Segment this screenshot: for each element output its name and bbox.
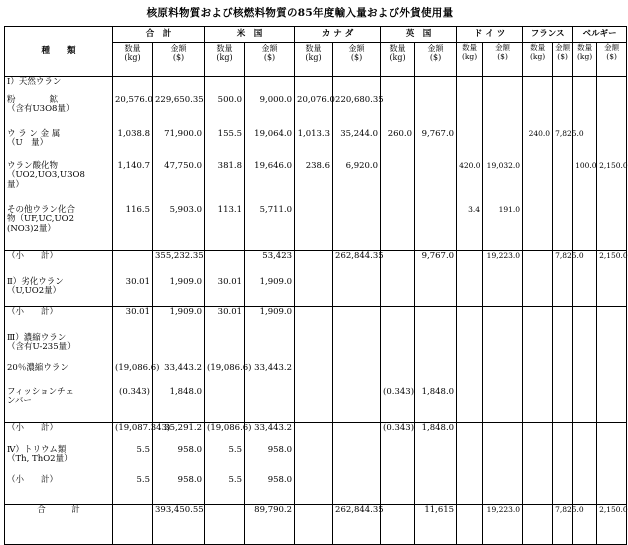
amount-cell: 958.0 xyxy=(153,475,205,505)
amount-cell: 1,909.0 xyxy=(153,307,205,333)
qty-label: 数量 xyxy=(530,43,546,52)
amount-cell: 958.0 xyxy=(245,475,295,505)
quantity-cell xyxy=(573,475,597,505)
qty-label: 数量 xyxy=(462,43,478,52)
amt-unit: ($) xyxy=(429,53,442,63)
amount-header xyxy=(553,43,573,77)
quantity-cell: 238.6 xyxy=(295,161,333,205)
quantity-cell xyxy=(523,505,553,545)
quantity-cell xyxy=(573,333,597,363)
qty-label: 数量 xyxy=(124,44,141,53)
quantity-header xyxy=(205,43,245,77)
table-row xyxy=(5,161,627,205)
amt-unit: ($) xyxy=(557,51,568,61)
amount-cell: 89,790.2 xyxy=(245,505,295,545)
amount-cell xyxy=(553,205,573,251)
quantity-cell xyxy=(381,307,415,333)
amount-cell xyxy=(597,475,627,505)
amount-cell: 355,232.35 xyxy=(153,251,205,277)
quantity-cell: (19,086.6) xyxy=(205,423,245,445)
amount-cell xyxy=(597,277,627,307)
quantity-cell xyxy=(457,505,483,545)
amount-cell xyxy=(415,363,457,387)
amount-cell xyxy=(553,161,573,205)
amount-cell xyxy=(597,363,627,387)
table-row xyxy=(5,475,627,505)
quantity-cell: 116.5 xyxy=(113,205,153,251)
amt-unit: ($) xyxy=(263,53,276,63)
row-label: 粉 鉱 （含有U3O8量） xyxy=(7,94,75,115)
quantity-cell xyxy=(523,423,553,445)
amt-label: 金額 xyxy=(348,44,365,53)
amount-cell xyxy=(483,77,523,95)
amount-cell: 1,848.0 xyxy=(153,387,205,423)
amount-cell xyxy=(553,77,573,95)
quantity-cell xyxy=(523,307,553,333)
amount-cell: 35,291.2 xyxy=(153,423,205,445)
country-header: 米 国 xyxy=(205,27,295,43)
quantity-header xyxy=(457,43,483,77)
row-label: Ⅱ）劣化ウラン （U,UO2量） xyxy=(7,276,64,297)
quantity-cell: 30.01 xyxy=(113,307,153,333)
quantity-cell xyxy=(381,363,415,387)
qty-unit: (kg) xyxy=(576,51,593,61)
quantity-cell xyxy=(457,307,483,333)
quantity-cell xyxy=(573,387,597,423)
quantity-cell xyxy=(381,475,415,505)
table-row xyxy=(5,387,627,423)
amount-cell xyxy=(415,307,457,333)
quantity-cell xyxy=(523,445,553,475)
quantity-cell: 1,013.3 xyxy=(295,129,333,161)
amount-cell: 19,064.0 xyxy=(245,129,295,161)
amount-cell xyxy=(333,307,381,333)
quantity-cell xyxy=(573,363,597,387)
amount-cell xyxy=(333,333,381,363)
amount-cell xyxy=(553,277,573,307)
quantity-cell xyxy=(295,333,333,363)
country-header: フランス xyxy=(523,27,573,43)
quantity-cell xyxy=(295,363,333,387)
quantity-cell: 113.1 xyxy=(205,205,245,251)
amount-cell: 19,032.0 xyxy=(483,161,523,205)
quantity-cell xyxy=(381,445,415,475)
row-label: Ⅳ）トリウム類 （Th, ThO2量） xyxy=(7,444,73,465)
quantity-cell: 5.5 xyxy=(113,445,153,475)
amount-cell xyxy=(333,77,381,95)
amount-header xyxy=(415,43,457,77)
amount-header xyxy=(483,43,523,77)
amount-cell xyxy=(333,363,381,387)
country-header: カ ナ ダ xyxy=(295,27,381,43)
amount-cell xyxy=(483,423,523,445)
amount-cell: 191.0 xyxy=(483,205,523,251)
quantity-cell xyxy=(523,251,553,277)
amount-cell xyxy=(597,307,627,333)
quantity-cell: 500.0 xyxy=(205,95,245,129)
amount-cell xyxy=(415,475,457,505)
amount-cell: 47,750.0 xyxy=(153,161,205,205)
country-header: 合 計 xyxy=(113,27,205,43)
quantity-cell: 5.5 xyxy=(205,445,245,475)
amount-cell xyxy=(333,387,381,423)
row-label: 合 計 xyxy=(5,505,113,545)
amount-cell: 33,443.2 xyxy=(153,363,205,387)
row-label: Ⅰ）天然ウラン xyxy=(7,77,62,87)
amount-cell: 53,423 xyxy=(245,251,295,277)
quantity-cell: (19,086.6) xyxy=(205,363,245,387)
quantity-cell: 240.0 xyxy=(523,129,553,161)
row-label: その他ウラン化合 物（UF,UC,UO2 (NO3)2量） xyxy=(7,204,76,235)
quantity-cell xyxy=(457,129,483,161)
table-row xyxy=(5,505,627,545)
amount-cell xyxy=(483,475,523,505)
quantity-cell xyxy=(523,277,553,307)
quantity-cell: 381.8 xyxy=(205,161,245,205)
quantity-cell xyxy=(457,363,483,387)
amount-cell: 958.0 xyxy=(153,445,205,475)
quantity-cell: (0.343) xyxy=(113,387,153,423)
quantity-cell xyxy=(205,333,245,363)
amount-cell xyxy=(553,445,573,475)
amount-cell xyxy=(245,387,295,423)
quantity-cell: 30.01 xyxy=(205,307,245,333)
quantity-cell xyxy=(523,77,553,95)
quantity-cell xyxy=(295,277,333,307)
amount-cell xyxy=(415,445,457,475)
quantity-header xyxy=(523,43,553,77)
amount-cell: 262,844.35 xyxy=(333,505,381,545)
quantity-cell xyxy=(381,277,415,307)
quantity-cell: 5.5 xyxy=(113,475,153,505)
quantity-cell xyxy=(381,77,415,95)
quantity-cell xyxy=(205,505,245,545)
amount-cell: 1,909.0 xyxy=(245,277,295,307)
quantity-cell: 20,576.0 xyxy=(113,95,153,129)
amount-cell xyxy=(415,77,457,95)
quantity-cell xyxy=(295,505,333,545)
row-label: （小 計） xyxy=(7,474,59,485)
quantity-cell xyxy=(523,205,553,251)
quantity-cell xyxy=(573,277,597,307)
qty-label: 数量 xyxy=(389,44,406,53)
quantity-cell: 20,076.0 xyxy=(295,95,333,129)
quantity-cell xyxy=(457,333,483,363)
quantity-cell xyxy=(573,307,597,333)
quantity-cell: 30.01 xyxy=(205,277,245,307)
amt-label: 金額 xyxy=(555,43,571,52)
quantity-cell xyxy=(295,205,333,251)
amount-cell xyxy=(245,333,295,363)
quantity-cell xyxy=(573,95,597,129)
amount-cell xyxy=(415,95,457,129)
quantity-cell xyxy=(523,161,553,205)
quantity-cell xyxy=(457,423,483,445)
amount-cell: 11,615 xyxy=(415,505,457,545)
amount-cell: 19,223.0 xyxy=(483,251,523,277)
quantity-cell xyxy=(381,505,415,545)
quantity-cell xyxy=(457,445,483,475)
amount-cell: 9,767.0 xyxy=(415,129,457,161)
table-row xyxy=(5,77,627,95)
amount-cell: 19,223.0 xyxy=(483,505,523,545)
quantity-cell xyxy=(295,475,333,505)
quantity-cell xyxy=(295,77,333,95)
amount-cell xyxy=(153,333,205,363)
quantity-cell xyxy=(573,445,597,475)
amount-cell: 5,903.0 xyxy=(153,205,205,251)
amount-cell xyxy=(483,277,523,307)
quantity-cell xyxy=(457,95,483,129)
amount-cell: 9,000.0 xyxy=(245,95,295,129)
amount-cell xyxy=(597,95,627,129)
quantity-cell xyxy=(523,475,553,505)
amt-unit: ($) xyxy=(606,51,617,61)
qty-unit: (kg) xyxy=(216,53,233,63)
qty-unit: (kg) xyxy=(305,53,322,63)
amount-cell: 220,680.35 xyxy=(333,95,381,129)
amount-cell: 1,848.0 xyxy=(415,423,457,445)
amount-cell xyxy=(483,387,523,423)
quantity-cell xyxy=(295,387,333,423)
amount-cell xyxy=(415,205,457,251)
quantity-cell xyxy=(113,251,153,277)
amount-cell: 71,900.0 xyxy=(153,129,205,161)
amount-cell xyxy=(597,205,627,251)
amount-header xyxy=(245,43,295,77)
amount-cell xyxy=(597,387,627,423)
table-row xyxy=(5,333,627,363)
quantity-cell xyxy=(457,77,483,95)
amount-cell xyxy=(553,363,573,387)
amount-cell: 7,825.0 xyxy=(553,129,573,161)
row-label: （小 計） xyxy=(5,423,113,445)
quantity-cell: 260.0 xyxy=(381,129,415,161)
amount-cell: 393,450.55 xyxy=(153,505,205,545)
amount-cell xyxy=(553,423,573,445)
quantity-cell: 3.4 xyxy=(457,205,483,251)
table-row xyxy=(5,251,627,277)
amount-cell: 35,244.0 xyxy=(333,129,381,161)
amount-cell xyxy=(553,475,573,505)
country-header: ベルギー xyxy=(573,27,627,43)
amount-cell: 958.0 xyxy=(245,445,295,475)
quantity-header xyxy=(573,43,597,77)
table-row xyxy=(5,363,627,387)
qty-label: 数量 xyxy=(216,44,233,53)
amount-cell: 229,650.35 xyxy=(153,95,205,129)
quantity-cell xyxy=(573,77,597,95)
qty-unit: (kg) xyxy=(124,53,141,63)
amount-cell xyxy=(483,363,523,387)
amount-cell: 19,646.0 xyxy=(245,161,295,205)
row-label: Ⅲ）濃縮ウラン （含有U-235量） xyxy=(7,332,76,353)
qty-label: 数量 xyxy=(577,43,593,52)
amount-cell: 7,825.0 xyxy=(553,251,573,277)
amount-cell xyxy=(553,333,573,363)
amount-cell xyxy=(483,307,523,333)
amount-cell xyxy=(415,161,457,205)
quantity-cell xyxy=(573,423,597,445)
table-row xyxy=(5,95,627,129)
quantity-cell: (19,087.343) xyxy=(113,423,153,445)
amount-cell: 2,150.0 xyxy=(597,251,627,277)
quantity-cell xyxy=(523,95,553,129)
quantity-cell xyxy=(381,95,415,129)
qty-unit: (kg) xyxy=(529,51,546,61)
amount-cell xyxy=(553,387,573,423)
amount-cell xyxy=(245,77,295,95)
amount-cell: 5,711.0 xyxy=(245,205,295,251)
quantity-cell: (19,086.6) xyxy=(113,363,153,387)
amount-cell: 9,767.0 xyxy=(415,251,457,277)
amount-header xyxy=(153,43,205,77)
page-title: 核原料物質および核燃料物質の85年度輸入量および外貨使用量 xyxy=(146,7,454,19)
qty-unit: (kg) xyxy=(389,53,406,63)
amount-cell xyxy=(415,333,457,363)
amt-label: 金額 xyxy=(170,44,187,53)
country-header: 英 国 xyxy=(381,27,457,43)
amount-cell xyxy=(333,205,381,251)
amount-cell: 2,150.0 xyxy=(597,161,627,205)
quantity-header xyxy=(113,43,153,77)
quantity-cell: 1,140.7 xyxy=(113,161,153,205)
row-label: 20％濃縮ウラン xyxy=(7,362,69,373)
qty-unit: (kg) xyxy=(461,51,478,61)
quantity-cell: (0.343) xyxy=(381,387,415,423)
table-row xyxy=(5,307,627,333)
amount-cell xyxy=(553,307,573,333)
table-row xyxy=(5,129,627,161)
import-table xyxy=(4,26,627,545)
amount-cell xyxy=(483,445,523,475)
quantity-cell: 100.0 xyxy=(573,161,597,205)
amount-cell: 1,848.0 xyxy=(415,387,457,423)
row-label: ウ ラ ン 金 属 （U 量） xyxy=(7,128,61,149)
amount-cell xyxy=(415,277,457,307)
amount-cell xyxy=(483,129,523,161)
amount-cell: 33,443.2 xyxy=(245,423,295,445)
quantity-cell xyxy=(457,475,483,505)
quantity-header xyxy=(381,43,415,77)
quantity-cell xyxy=(457,251,483,277)
quantity-cell xyxy=(205,251,245,277)
quantity-cell xyxy=(381,333,415,363)
quantity-cell xyxy=(113,333,153,363)
row-label: （小 計） xyxy=(5,307,113,333)
amount-cell xyxy=(597,333,627,363)
row-label: フィッションチェ ンバー xyxy=(7,386,74,407)
quantity-cell xyxy=(381,251,415,277)
amount-cell xyxy=(333,475,381,505)
country-header: ド イ ツ xyxy=(457,27,523,43)
amount-cell: 1,909.0 xyxy=(245,307,295,333)
quantity-cell xyxy=(381,161,415,205)
quantity-cell xyxy=(523,363,553,387)
amount-cell: 33,443.2 xyxy=(245,363,295,387)
amount-cell: 262,844.35 xyxy=(333,251,381,277)
quantity-cell xyxy=(381,205,415,251)
amount-cell xyxy=(483,333,523,363)
amt-unit: ($) xyxy=(172,53,185,63)
amount-cell xyxy=(553,95,573,129)
amount-cell xyxy=(333,445,381,475)
quantity-cell xyxy=(295,307,333,333)
amount-cell: 1,909.0 xyxy=(153,277,205,307)
kind-header: 種 類 xyxy=(5,27,113,77)
amt-unit: ($) xyxy=(350,53,363,63)
amt-label: 金額 xyxy=(604,43,620,52)
quantity-cell: 1,038.8 xyxy=(113,129,153,161)
quantity-cell xyxy=(523,387,553,423)
amount-header xyxy=(597,43,627,77)
amount-cell xyxy=(333,277,381,307)
amt-unit: ($) xyxy=(497,51,508,61)
row-label: （小 計） xyxy=(5,251,113,277)
amount-header xyxy=(333,43,381,77)
quantity-cell xyxy=(295,251,333,277)
amount-cell xyxy=(153,77,205,95)
quantity-cell: (0.343) xyxy=(381,423,415,445)
quantity-cell: 5.5 xyxy=(205,475,245,505)
amount-cell: 6,920.0 xyxy=(333,161,381,205)
qty-label: 数量 xyxy=(305,44,322,53)
quantity-header xyxy=(295,43,333,77)
quantity-cell xyxy=(295,423,333,445)
quantity-cell: 30.01 xyxy=(113,277,153,307)
amount-cell xyxy=(597,423,627,445)
quantity-cell xyxy=(573,205,597,251)
row-label: ウラン酸化物 （UO2,UO3,U3O8 量） xyxy=(7,160,85,191)
table-row xyxy=(5,445,627,475)
amount-cell xyxy=(597,129,627,161)
quantity-cell xyxy=(295,445,333,475)
table-row xyxy=(5,423,627,445)
quantity-cell xyxy=(205,77,245,95)
amount-cell xyxy=(333,423,381,445)
amount-cell xyxy=(597,77,627,95)
quantity-cell xyxy=(113,505,153,545)
amt-label: 金額 xyxy=(261,44,278,53)
quantity-cell xyxy=(523,333,553,363)
quantity-cell xyxy=(457,387,483,423)
amt-label: 金額 xyxy=(427,44,444,53)
quantity-cell: 155.5 xyxy=(205,129,245,161)
quantity-cell xyxy=(457,277,483,307)
quantity-cell: 420.0 xyxy=(457,161,483,205)
amt-label: 金額 xyxy=(495,43,511,52)
amount-cell: 7,825.0 xyxy=(553,505,573,545)
quantity-cell xyxy=(113,77,153,95)
amount-cell xyxy=(483,95,523,129)
table-row xyxy=(5,205,627,251)
amount-cell xyxy=(597,445,627,475)
amount-cell: 2,150.0 xyxy=(597,505,627,545)
table-row xyxy=(5,277,627,307)
quantity-cell xyxy=(205,387,245,423)
